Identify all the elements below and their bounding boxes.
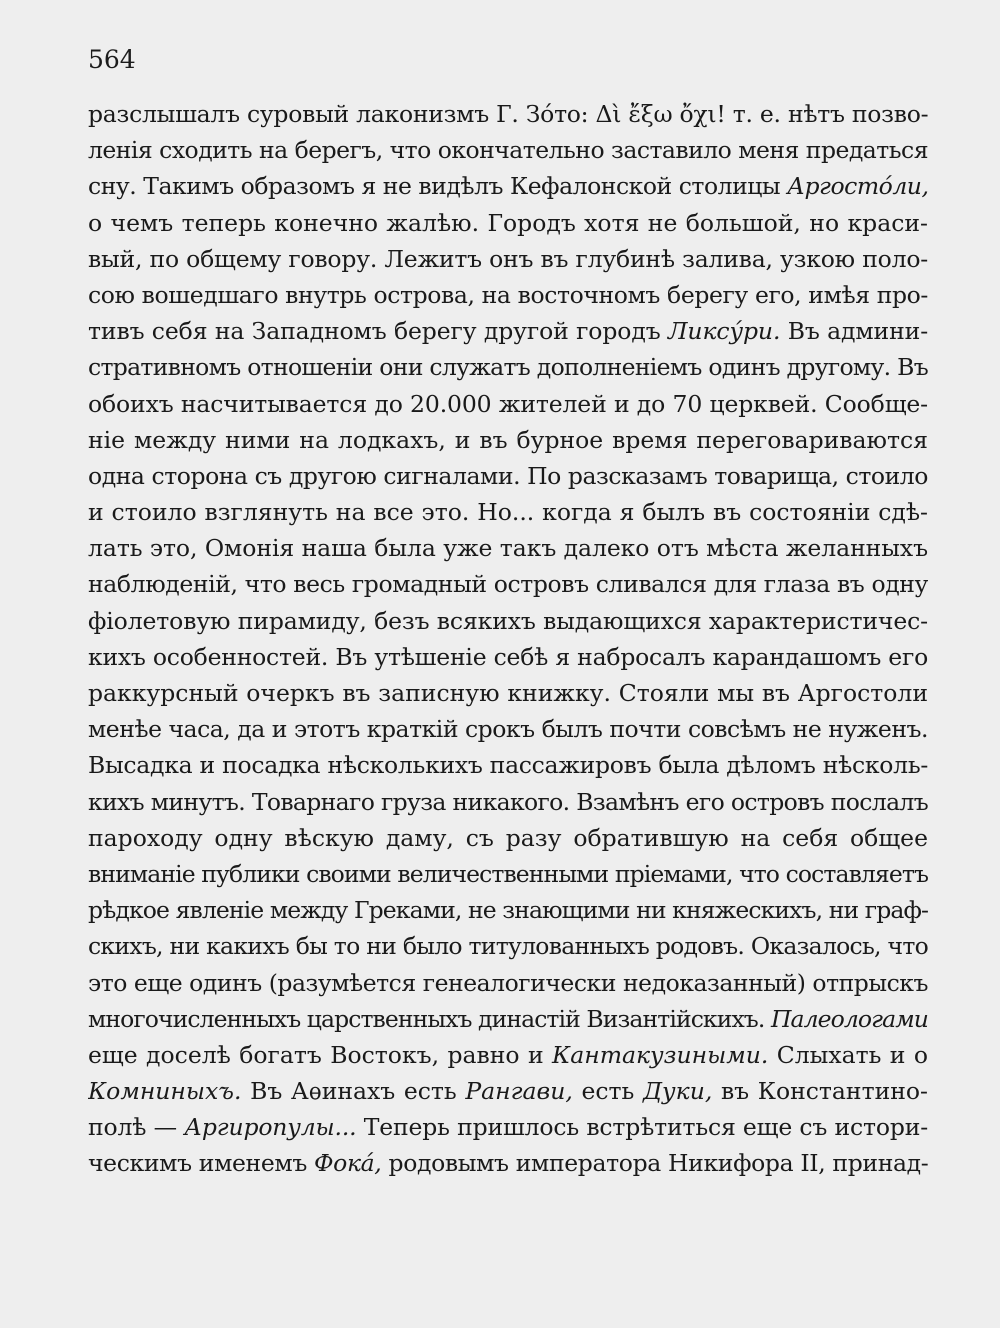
italic-name: Дуки,: [642, 1077, 713, 1106]
text-line: [88, 277, 928, 313]
text-line: [88, 349, 928, 385]
italic-name: Фока́,: [314, 1149, 382, 1178]
text-line: [88, 1109, 928, 1145]
text-line: [88, 1073, 928, 1109]
text-line: [88, 747, 928, 783]
text-line: [88, 458, 928, 494]
text-segment: стративномъ отношеніи они служатъ дополненіемъ одинъ другому. Въ: [88, 353, 928, 382]
italic-name: Комниныхъ.: [88, 1077, 242, 1106]
text-line: [88, 820, 928, 856]
text-segment: еще доселѣ богатъ Востокъ, равно и: [88, 1040, 553, 1069]
text-segment: раккурсный очеркъ въ записную книжку. Стояли мы въ Аргостоли: [88, 679, 928, 707]
text-segment: пароходу одну вѣскую даму, съ разу обратившую на себя общее: [88, 823, 928, 852]
text-segment: сою вошедшаго внутрь острова, на восточномъ берегу его, имѣя про-: [88, 280, 928, 309]
text-line: [88, 566, 928, 602]
text-segment: ніе между ними на лодкахъ, и въ бурное время переговариваются: [88, 425, 928, 454]
page-number: 564: [88, 45, 136, 74]
text-line: [88, 96, 928, 132]
italic-name: Кантакузиными.: [552, 1040, 769, 1069]
text-segment: есть: [572, 1077, 643, 1106]
text-segment: Высадка и посадка нѣсколькихъ пассажировъ была дѣломъ нѣсколь-: [88, 751, 928, 780]
text-line: [88, 711, 928, 747]
text-segment: одна сторона съ другою сигналами. По разсказамъ товарища, стоило: [88, 461, 928, 490]
text-segment: скихъ, ни какихъ бы то ни было титулованныхъ родовъ. Оказалось, что: [88, 932, 928, 961]
text-segment: рѣдкое явленіе между Греками, не знающими ни княжескихъ, ни граф-: [88, 896, 928, 925]
text-segment: полѣ —: [88, 1113, 185, 1142]
text-line: [88, 386, 928, 422]
text-line: [88, 422, 928, 458]
italic-name: Ликсу́ри.: [667, 317, 781, 346]
text-segment: фіолетовую пирамиду, безъ всякихъ выдающихся характеристичес-: [88, 606, 928, 635]
text-line: [88, 1145, 928, 1181]
text-segment: въ Константино-: [712, 1077, 928, 1106]
text-segment: наблюденій, что весь громадный островъ сливался для глаза въ одну: [88, 570, 928, 599]
text-segment: Теперь пришлось встрѣтиться еще съ истори-: [356, 1113, 928, 1142]
text-segment: кихъ минутъ. Товарнаго груза никакого. Взамѣнъ его островъ послалъ: [88, 787, 928, 816]
italic-name: Аргосто́ли,: [787, 172, 928, 201]
text-line: [88, 928, 928, 964]
italic-name: Палеологами: [770, 1004, 928, 1033]
text-line: [88, 494, 928, 530]
text-line: [88, 313, 928, 349]
text-segment: лать это, Омонія наша была уже такъ далеко отъ мѣста желанныхъ: [88, 534, 928, 563]
text-segment: Слыхать и о: [768, 1040, 928, 1069]
text-segment: Въ админи-: [780, 317, 928, 346]
text-segment: это еще одинъ (разумѣется генеалогически недоказанный) отпрыскъ: [88, 968, 928, 997]
text-line: [88, 856, 928, 892]
text-line: [88, 965, 928, 1001]
text-segment: ческимъ именемъ: [88, 1149, 315, 1178]
text-segment: Въ Аѳинахъ есть: [241, 1077, 466, 1106]
text-line: [88, 603, 928, 639]
text-segment: обоихъ насчитывается до 20.000 жителей и до 70 церквей. Сообще-: [88, 389, 928, 418]
body-text: [88, 96, 928, 1182]
text-segment: вый, по общему говору. Лежитъ онъ въ глубинѣ залива, узкою поло-: [88, 244, 928, 273]
text-line: [88, 1037, 928, 1073]
text-line: [88, 205, 928, 241]
text-segment: сну. Такимъ образомъ я не видѣлъ Кефалонской столицы: [88, 172, 788, 201]
text-segment: многочисленныхъ царственныхъ династій Византійскихъ.: [88, 1004, 771, 1033]
text-line: [88, 892, 928, 928]
text-segment: разслышалъ суровый лаконизмъ Г. Зо́то: Δὶ ἔξω ὄχι! т. е. нѣтъ позво-: [88, 100, 928, 128]
text-segment: менѣе часа, да и этотъ краткій срокъ былъ почти совсѣмъ не нуженъ.: [88, 715, 928, 744]
text-segment: и стоило взглянуть на все это. Но... когда я былъ въ состояніи сдѣ-: [88, 498, 928, 527]
text-line: [88, 530, 928, 566]
text-line: [88, 784, 928, 820]
text-line: [88, 241, 928, 277]
italic-name: Рангави,: [465, 1077, 573, 1106]
text-line: [88, 168, 928, 204]
text-segment: родовымъ императора Никифора II, принад-: [381, 1149, 928, 1178]
text-segment: вниманіе публики своими величественными пріемами, что составляетъ: [88, 859, 928, 888]
text-line: [88, 675, 928, 711]
text-line: [88, 132, 928, 168]
text-segment: ленія сходить на берегъ, что окончательно заставило меня предаться: [88, 136, 928, 165]
text-segment: кихъ особенностей. Въ утѣшеніе себѣ я набросалъ карандашомъ его: [88, 642, 928, 671]
text-segment: тивъ себя на Западномъ берегу другой городъ: [88, 317, 668, 346]
text-line: [88, 639, 928, 675]
text-segment: о чемъ теперь конечно жалѣю. Городъ хотя не большой, но краси-: [88, 208, 928, 237]
text-line: [88, 1001, 928, 1037]
italic-name: Аргиропулы...: [184, 1113, 357, 1142]
